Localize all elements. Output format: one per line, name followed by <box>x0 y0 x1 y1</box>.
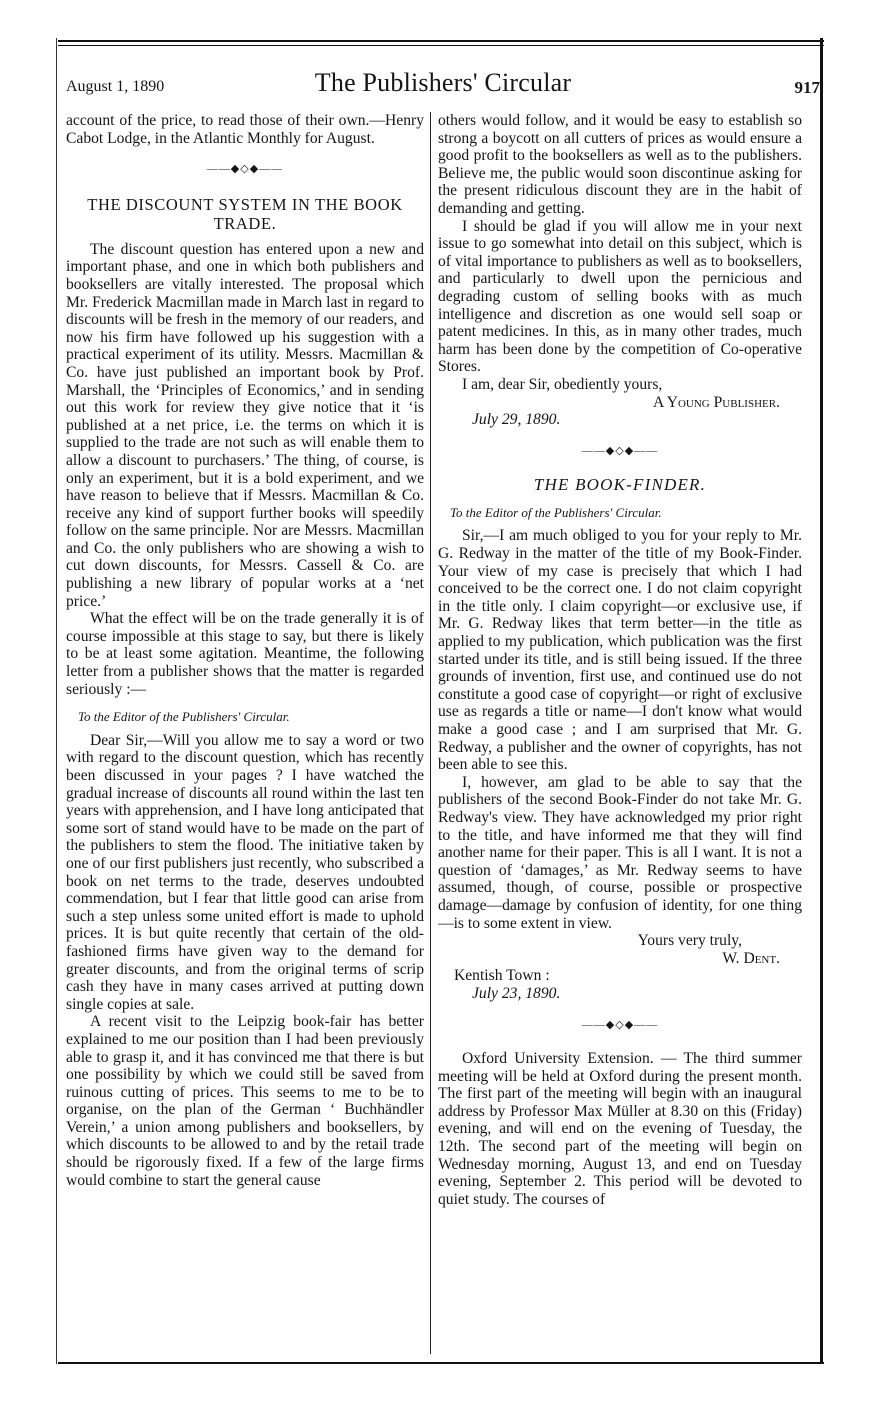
intro-paragraph: account of the price, to read those of their own.—Henry Cabot Lodge, in the Atlantic Monthly for August. <box>66 112 424 147</box>
discount-paragraph-1: The discount question has entered upon a new and important phase, and one in which both publishers and booksellers are vitally interested. The proposal which Mr. Frederick Macmillan made in March last in regard to discounts will be fresh in the memory of our readers, and now his firm have followed up his suggestion with a practical experiment of its utility. Messrs. Macmillan & Co. have just published an important book by Prof. Marshall, the ‘Principles of Economics,’ and in sending out this work for review they give notice that it ‘is published at a net price, i.e. the terms on which it is supplied to the trade are not such as will enable them to allow a discount to purchasers.’ The thing, of course, is only an experiment, but it is a bold experiment, and we have reason to believe that if Messrs. Macmillan & Co. receive any kind of support further books will speedily follow on the same principle. Nor are Messrs. Macmillan and Co. the only publishers who are showing a wish to cut down discounts, for Messrs. Cassell & Co. are publishing a new library of popular works at a ‘net price.’ <box>66 240 424 610</box>
right-border <box>820 38 823 1364</box>
letter-date: July 29, 1890. <box>472 411 561 429</box>
page-number: 917 <box>794 78 820 97</box>
left-column <box>66 112 424 1189</box>
issue-date: August 1, 1890 <box>66 78 165 95</box>
separator-ornament: ——◆◇◆—— <box>206 163 284 176</box>
letter-signature: A Young Publisher. <box>652 393 780 411</box>
editor-address-line-2: To the Editor of the Publishers' Circular. <box>450 504 662 520</box>
book-finder-signature: W. Dent. <box>722 949 780 967</box>
letter-paragraph-2: A recent visit to the Leipzig book-fair has better explained to me our position than I had been previously able to grasp it, and it has convinced me that there is but one possibility by which we could still be saved from ruinous cutting of prices. This seems to me to be to organise, on the plan of the German ‘ Buchhändler Verein,’ a union among publishers and booksellers, by which discounts to be allowed to and by the retail trade should be rigorously fixed. If a few of the large firms would combine to start the general cause <box>66 1013 424 1189</box>
book-finder-date: July 23, 1890. <box>472 984 561 1002</box>
top-rule-thin <box>58 45 824 46</box>
separator-ornament-2: ——◆◇◆—— <box>581 444 659 457</box>
column-divider <box>430 112 431 1354</box>
section-heading-discount: THE DISCOUNT SYSTEM IN THE BOOK TRADE. <box>87 194 403 233</box>
top-rule <box>58 40 824 42</box>
letter-paragraph-4: I should be glad if you will allow me in your next issue to go somewhat into detail on this subject, which is of vital importance to publishers as well as to booksellers, and particularly to dwell upon the pernicious and degrading custom of selling books with as much intelligence and discretion as one would sell soap or patent medicines. In this, as in many other trades, much harm has been done by the competition of Co-operative Stores. <box>438 217 802 376</box>
right-column <box>438 112 802 1208</box>
left-border <box>56 38 57 1364</box>
book-finder-place: Kentish Town : <box>454 967 550 985</box>
oxford-extension-paragraph: Oxford University Extension. — The third summer meeting will be held at Oxford during the present month. The first part of the meeting will begin with an inaugural address by Professor Max Müller at 8.30 on this (Friday) evening, and will end on the evening of Tuesday, the 12th. The second part of the meeting will begin on Wednesday morning, August 13, and end on Tuesday evening, September 2. This period will be devoted to quiet study. The courses of <box>438 1050 802 1208</box>
discount-paragraph-2: What the effect will be on the trade generally it is of course impossible at this stage to say, but there is likely to be at least some agitation. Meantime, the following letter from a publisher shows that the matter is regarded seriously :— <box>66 610 424 698</box>
book-finder-closing: Yours very truly, <box>637 932 742 950</box>
letter-paragraph-3: others would follow, and it would be easy to establish so strong a boycott on all cutters of prices as would ensure a good profit to the booksellers as well as to the publishers. Believe me, the public would soon discontinue asking for the present ridiculous discount they are in the habit of demanding and getting. <box>438 112 802 217</box>
bottom-rule <box>58 1362 824 1364</box>
letter-paragraph-1: Dear Sir,—Will you allow me to say a word or two with regard to the discount question, which has recently been discussed in your pages ? I have watched the gradual increase of discounts all round within the last ten years with apprehension, and I have long anticipated that some sort of stand would have to be made on the part of the publishers to stem the flood. The initiative taken by one of our first publishers just recently, who subscribed a book on net terms to the trade, deserves undoubted commendation, but I fear that little good can arise from such a step unless some united effort is made to uphold prices. It is but quite recently that certain of the old-fashioned firms have given way to the demand for greater discounts, and from the original terms of scrip cash they have in many cases arrived at putting down single copies at sale. <box>66 731 424 1013</box>
editor-address-line: To the Editor of the Publishers' Circular. <box>78 709 290 725</box>
letter-closing: I am, dear Sir, obediently yours, <box>462 375 663 393</box>
book-finder-paragraph-1: Sir,—I am much obliged to you for your reply to Mr. G. Redway in the matter of the title of my Book-Finder. Your view of my case is precisely that which I had conceived to be the correct one. I do not claim copyright in the title only. I claim copyright—or exclusive use, if Mr. G. Redway likes that term better—in the title as applied to my publication, which publication was the first started under its title, and is still being issued. If the three grounds of invention, first use, and continued use do not constitute a good case of copyright—or right of exclusive use as regards a title or name—I don't know what would make a good case ; and I am surprised that Mr. G. Redway, a publisher and the owner of copyrights, has not been able to see this. <box>438 527 802 774</box>
publication-title: The Publishers' Circular <box>314 68 572 97</box>
separator-ornament-3: ——◆◇◆—— <box>581 1018 659 1031</box>
page-header <box>66 60 820 104</box>
section-heading-book-finder: THE BOOK-FINDER. <box>533 475 707 495</box>
book-finder-paragraph-2: I, however, am glad to be able to say that the publishers of the second Book-Finder do not take Mr. G. Redway's view. They have acknowledged my prior right to the title, and have informed me that they will find another name for their paper. This is all I want. It is not a question of ‘damages,’ as Mr. Redway seems to have assumed, though, of course, possible or prospective damage—damage by confusion of identity, for one thing—is to some extent in view. <box>438 773 802 932</box>
